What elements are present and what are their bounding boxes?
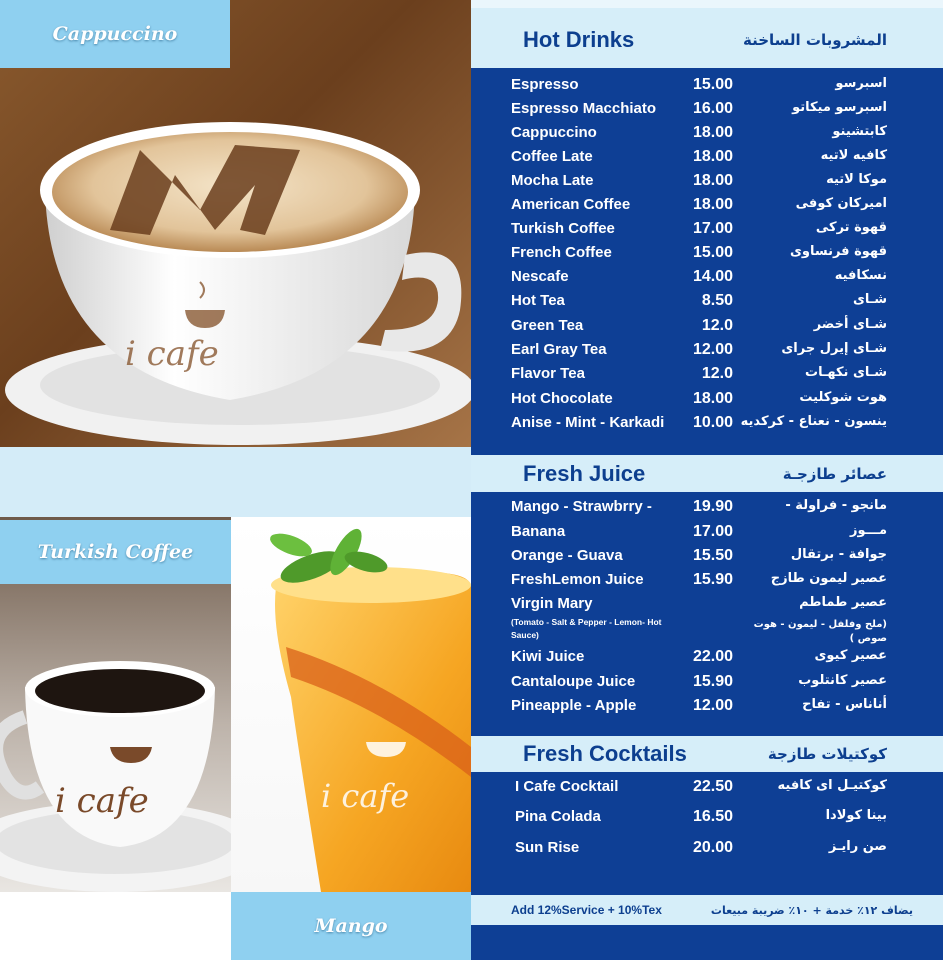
menu-item: Green Tea 12.0 شـاى أخضر — [511, 317, 887, 334]
separator-band — [0, 447, 471, 517]
menu-item: Cantaloupe Juice 15.90 عصير كانتلوب — [511, 673, 887, 690]
menu-item: Nescafe 14.00 نسكافيه — [511, 268, 887, 285]
menu-item: Pina Colada 16.50 بينا كولادا — [515, 808, 887, 825]
menu-column — [471, 0, 943, 960]
service-tax-note-en: Add 12%Service + 10%Tex — [511, 903, 662, 917]
service-tax-note-ar: يضاف ١٢٪ خدمة + ١٠٪ ضريبة مبيعات — [710, 903, 913, 917]
fresh-cocktails-header — [471, 736, 943, 772]
menu-item: FreshLemon Juice 15.90 عصير ليمون طازج — [511, 571, 887, 588]
virgin-mary-note: (Tomato - Salt & Pepper - Lemon- Hot Sauce) — [511, 617, 662, 640]
svg-text:i cafe: i cafe — [55, 781, 149, 821]
hot-drinks-title: Hot Drinks — [523, 27, 635, 52]
svg-text:i cafe: i cafe — [321, 777, 410, 815]
menu-item: Cappuccino 18.00 كابتشينو — [511, 124, 887, 141]
menu-item: Mango - Strawbrry - 19.90 مانجو - فراولة - — [511, 498, 887, 515]
bottom-white-band — [0, 892, 231, 960]
menu-item: Turkish Coffee 17.00 قهوة تركى — [511, 220, 887, 237]
fresh-juice-title-ar: عصائر طازجـة — [782, 464, 887, 483]
mango-label: Mango — [231, 892, 471, 960]
menu-item: French Coffee 15.00 قهوة فرنساوى — [511, 244, 887, 261]
cappuccino-label: Cappuccino — [0, 0, 230, 68]
fresh-juice-title: Fresh Juice — [523, 460, 646, 486]
hot-drinks-title-ar: المشروبات الساخنة — [742, 31, 887, 49]
menu-item: Espresso 15.00 اسبرسو — [511, 76, 887, 93]
fresh-juice-header — [471, 455, 943, 492]
fresh-cocktails-title-ar: كوكتيلات طازجة — [767, 745, 887, 763]
fresh-cocktails-title: Fresh Cocktails — [523, 741, 687, 766]
hot-drinks-header — [471, 0, 943, 68]
menu-item: Mocha Late 18.00 موكا لاتيه — [511, 172, 887, 189]
top-strip — [471, 0, 943, 8]
menu-item: Virgin Mary عصير طماطم — [511, 595, 887, 612]
menu-item: Banana 17.00 مـــوز — [511, 523, 887, 540]
mango-glass-illustration — [231, 517, 471, 892]
menu-item: Espresso Macchiato 16.00 اسبرسو ميكاتو — [511, 100, 887, 117]
mango-juice-photo — [231, 517, 471, 892]
menu-item: Kiwi Juice 22.00 عصير كيوى — [511, 648, 887, 665]
menu-item: Sun Rise 20.00 صن رايـز — [515, 839, 887, 856]
menu-item: Flavor Tea 12.0 شـاى نكهـات — [511, 365, 887, 382]
menu-item: American Coffee 18.00 اميركان كوفى — [511, 196, 887, 213]
menu-item: Coffee Late 18.00 كافيه لاتيه — [511, 148, 887, 165]
service-tax-note — [471, 895, 943, 925]
virgin-mary-note-ar: (ملح وفلفل - ليمون - هوت صوص ) — [753, 619, 887, 644]
menu-item: Hot Chocolate 18.00 هوت شوكليت — [511, 390, 887, 407]
menu-item: Orange - Guava 15.50 جوافة - برتقال — [511, 547, 887, 564]
menu-item: Pineapple - Apple 12.00 أناناس - تفاح — [511, 697, 887, 714]
menu-item: Anise - Mint - Karkadi 10.00 ينسون - نعناع - كركديه — [511, 414, 887, 431]
menu-item: Hot Tea 8.50 شـاى — [511, 292, 887, 309]
menu-item: I Cafe Cocktail 22.50 كوكتيـل اى كافيه — [515, 778, 887, 795]
menu-item: Earl Gray Tea 12.00 شـاى إيرل جراى — [511, 341, 887, 358]
turkish-coffee-label: Turkish Coffee — [0, 520, 231, 584]
svg-text:i cafe: i cafe — [125, 334, 219, 374]
photo-column — [0, 0, 471, 960]
